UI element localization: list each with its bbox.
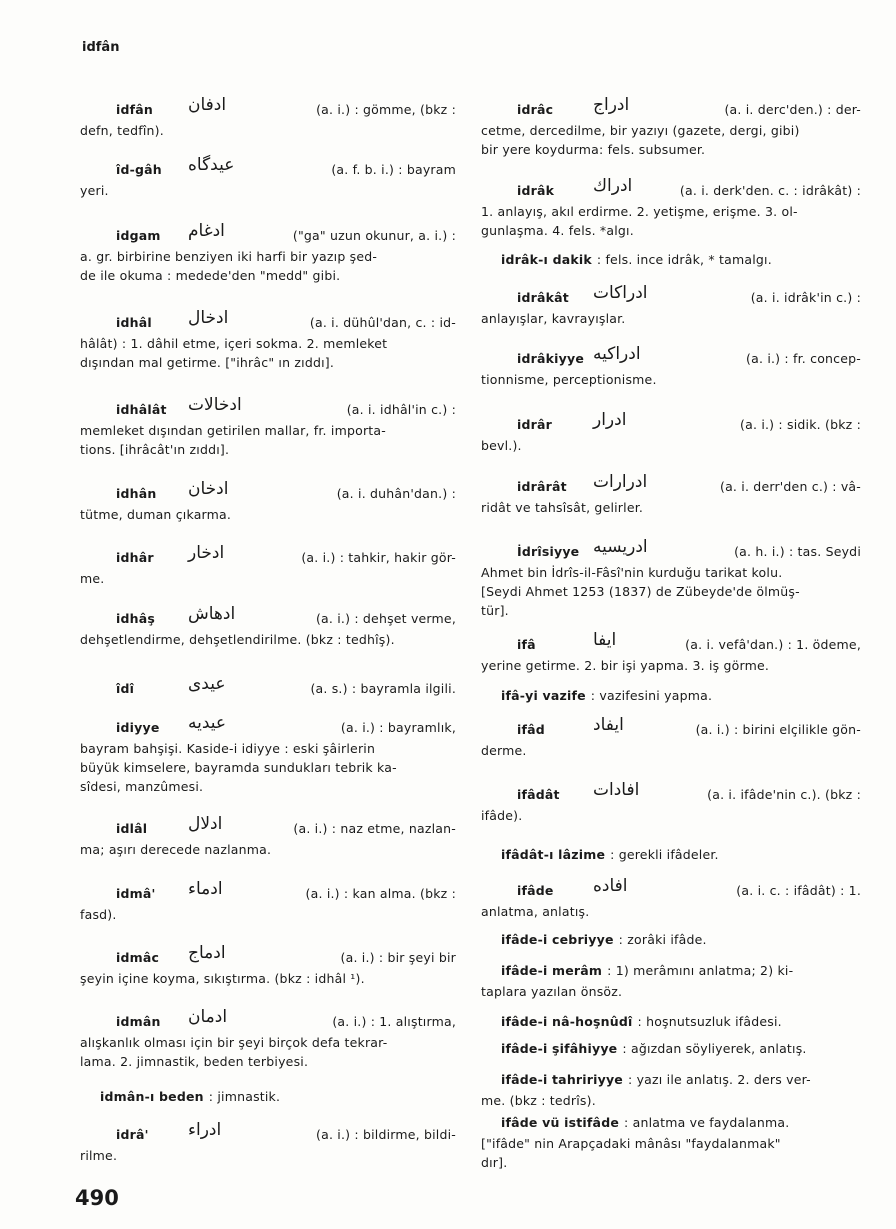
entry-definition-line: ifâde). bbox=[481, 808, 523, 823]
entry-headword: idlâl bbox=[116, 821, 148, 836]
entry-headword: idhâlât bbox=[116, 402, 167, 417]
entry-headword: îd-gâh bbox=[116, 162, 162, 177]
entry-headword: ifâde-i tahririyye bbox=[501, 1072, 623, 1087]
entry-definition-start: (a. i.) : bir şeyi bir bbox=[340, 950, 456, 965]
entry-definition-start: (a. h. i.) : tas. Seydi bbox=[734, 544, 861, 559]
entry-definition-line: de ile okuma : medede'den "medd" gibi. bbox=[80, 268, 341, 283]
entry-definition-start: (a. i. derk'den. c. : idrâkât) : bbox=[679, 183, 861, 198]
entry-arabic-script: افادات bbox=[593, 780, 640, 800]
entry-definition-line: tionnisme, perceptionisme. bbox=[481, 372, 657, 387]
entry-headword: idrâkiyye bbox=[517, 351, 585, 366]
entry-definition-line: anlayışlar, kavrayışlar. bbox=[481, 311, 626, 326]
entry-arabic-script: ادخار bbox=[188, 543, 225, 563]
entry-arabic-script: ادخال bbox=[188, 308, 229, 328]
entry-headword: ifâde-i cebriyye bbox=[501, 932, 614, 947]
entry-definition-start: (a. i. idhâl'in c.) : bbox=[346, 402, 456, 417]
entry-arabic-script: ايفاد bbox=[593, 715, 624, 735]
entry-definition-line: bevl.). bbox=[481, 438, 522, 453]
entry-definition-line: defn, tedfîn). bbox=[80, 123, 164, 138]
entry-headword: idrâkât bbox=[517, 290, 569, 305]
entry-arabic-script: افاده bbox=[593, 876, 628, 896]
subentry-definition: : hoşnutsuzluk ifâdesi. bbox=[637, 1014, 782, 1029]
entry-definition-start: ("ga" uzun okunur, a. i.) : bbox=[292, 228, 456, 243]
entry-headword: ifâ-yi vazife bbox=[501, 688, 586, 703]
entry-headword: ifâde-i merâm bbox=[501, 963, 603, 978]
entry-headword: idrâk bbox=[517, 183, 555, 198]
entry-headword: ifâde-i nâ-hoşnûdî bbox=[501, 1014, 633, 1029]
entry-arabic-script: عيديه bbox=[188, 713, 227, 733]
entry-definition-start: (a. i.) : kan alma. (bkz : bbox=[305, 886, 456, 901]
entry-definition-line: dehşetlendirme, dehşetlendirilme. (bkz : tedhîş). bbox=[80, 632, 395, 647]
entry-definition-start: (a. i. ifâde'nin c.). (bkz : bbox=[707, 787, 861, 802]
entry-definition-line: dışından mal getirme. ["ihrâc" ın zıddı]. bbox=[80, 355, 335, 370]
entry-definition-line: gunlaşma. 4. fels. *algı. bbox=[481, 223, 634, 238]
entry-headword: idfân bbox=[116, 102, 154, 117]
entry-definition-line: lama. 2. jimnastik, beden terbiyesi. bbox=[80, 1054, 309, 1069]
entry-headword: idiyye bbox=[116, 720, 160, 735]
entry-headword: ifâde-i şifâhiyye bbox=[501, 1041, 618, 1056]
entry-definition-start: (a. i. duhân'dan.) : bbox=[336, 486, 456, 501]
entry-arabic-script: ادهاش bbox=[188, 604, 236, 624]
entry-arabic-script: ادغام bbox=[188, 221, 225, 241]
entry-arabic-script: ادخالات bbox=[188, 395, 242, 415]
entry-arabic-script: عيدگاه bbox=[188, 155, 235, 175]
entry-definition-start: (a. i.) : tahkir, hakir gör- bbox=[301, 550, 456, 565]
entry-definition-start: (a. s.) : bayramla ilgili. bbox=[310, 681, 456, 696]
entry-definition-line: hâlât) : 1. dâhil etme, içeri sokma. 2. memleket bbox=[80, 336, 388, 351]
entry-definition-line: yeri. bbox=[80, 183, 109, 198]
entry-headword: idrâc bbox=[517, 102, 554, 117]
entry-arabic-script: ادراكات bbox=[593, 283, 648, 303]
subentry-definition: : yazı ile anlatış. 2. ders ver- bbox=[628, 1072, 811, 1087]
entry-definition-line: tütme, duman çıkarma. bbox=[80, 507, 232, 522]
entry-headword: idrâk-ı dakik bbox=[501, 252, 592, 267]
entry-definition-start: (a. i. derr'den c.) : vâ- bbox=[720, 479, 861, 494]
subentry-definition: : jimnastik. bbox=[208, 1089, 281, 1104]
entry-arabic-script: ادماء bbox=[188, 879, 223, 899]
entry-arabic-script: ايفا bbox=[593, 630, 617, 650]
entry-definition-line: [Seydi Ahmet 1253 (1837) de Zübeyde'de ölmüş- bbox=[481, 584, 800, 599]
subentry-definition: : ağızdan söyliyerek, anlatış. bbox=[622, 1041, 807, 1056]
entry-arabic-script: ادمان bbox=[188, 1007, 228, 1027]
entry-arabic-script: ادراء bbox=[188, 1120, 222, 1140]
entry-headword: idrârât bbox=[517, 479, 567, 494]
entry-headword: idrâ' bbox=[116, 1127, 149, 1142]
subentry-definition: : fels. ince idrâk, * tamalgı. bbox=[596, 252, 772, 267]
entry-definition-line: sîdesi, manzûmesi. bbox=[80, 779, 204, 794]
entry-arabic-script: ادماج bbox=[188, 943, 226, 963]
entry-definition-line: dır]. bbox=[481, 1155, 508, 1170]
entry-headword: İdrîsiyye bbox=[517, 544, 580, 559]
entry-headword: idhân bbox=[116, 486, 157, 501]
entry-definition-start: (a. i.) : sidik. (bkz : bbox=[740, 417, 861, 432]
entry-definition-line: me. (bkz : tedrîs). bbox=[481, 1093, 596, 1108]
entry-definition-start: (a. i.) : gömme, (bkz : bbox=[316, 102, 456, 117]
guide-word: idfân bbox=[82, 40, 120, 55]
entry-definition-line: büyük kimselere, bayramda sundukları tebrik ka- bbox=[80, 760, 397, 775]
entry-definition-start: (a. i.) : naz etme, nazlan- bbox=[293, 821, 456, 836]
entry-definition-start: (a. i. dühûl'dan, c. : id- bbox=[309, 315, 456, 330]
entry-headword: idmân-ı beden bbox=[100, 1089, 204, 1104]
entry-definition-start: (a. i. derc'den.) : der- bbox=[724, 102, 861, 117]
entry-definition-line: taplara yazılan önsöz. bbox=[481, 984, 623, 999]
entry-definition-line: 1. anlayış, akıl erdirme. 2. yetişme, erişme. 3. ol- bbox=[481, 204, 798, 219]
entry-definition-line: derme. bbox=[481, 743, 527, 758]
entry-definition-line: tions. [ihrâcât'ın zıddı]. bbox=[80, 442, 230, 457]
entry-arabic-script: ادخان bbox=[188, 479, 229, 499]
entry-definition-start: (a. i. vefâ'dan.) : 1. ödeme, bbox=[685, 637, 861, 652]
entry-definition-start: (a. i.) : bildirme, bildi- bbox=[316, 1127, 456, 1142]
entry-definition-start: (a. i.) : dehşet verme, bbox=[315, 611, 456, 626]
subentry-definition: : 1) merâmını anlatma; 2) ki- bbox=[607, 963, 794, 978]
entry-definition-line: fasd). bbox=[80, 907, 117, 922]
entry-arabic-script: ادلال bbox=[188, 814, 223, 834]
entry-definition-line: Ahmet bin İdrîs-il-Fâsî'nin kurduğu tarikat kolu. bbox=[481, 565, 783, 580]
entry-headword: îdî bbox=[116, 681, 135, 696]
entry-definition-line: cetme, dercedilme, bir yazıyı (gazete, dergi, gibi) bbox=[481, 123, 800, 138]
entry-headword: idhâş bbox=[116, 611, 156, 626]
entry-definition-line: a. gr. birbirine benziyen iki harfi bir yazıp şed- bbox=[80, 249, 378, 264]
entry-headword: idhâr bbox=[116, 550, 154, 565]
entry-headword: idmâ' bbox=[116, 886, 156, 901]
entry-arabic-script: عيدى bbox=[188, 674, 226, 694]
entry-definition-line: bayram bahşişi. Kaside-i idiyye : eski şâirlerin bbox=[80, 741, 376, 756]
entry-definition-line: rilme. bbox=[80, 1148, 118, 1163]
entry-definition-line: bir yere koydurma: fels. subsumer. bbox=[481, 142, 706, 157]
subentry-definition: : zorâki ifâde. bbox=[618, 932, 707, 947]
entry-definition-start: (a. f. b. i.) : bayram bbox=[331, 162, 456, 177]
entry-arabic-script: ادفان bbox=[188, 95, 227, 115]
entry-definition-line: tür]. bbox=[481, 603, 509, 618]
entry-definition-line: ["ifâde" nin Arapçadaki mânâsı "faydalanmak" bbox=[481, 1136, 781, 1151]
entry-headword: idrâr bbox=[517, 417, 552, 432]
entry-definition-line: anlatma, anlatış. bbox=[481, 904, 590, 919]
entry-definition-line: memleket dışından getirilen mallar, fr. importa- bbox=[80, 423, 386, 438]
entry-definition-line: alışkanlık olması için bir şeyi birçok defa tekrar- bbox=[80, 1035, 388, 1050]
entry-definition-line: ma; aşırı derecede nazlanma. bbox=[80, 842, 272, 857]
entry-definition-start: (a. i. c. : ifâdât) : 1. bbox=[736, 883, 861, 898]
entry-headword: ifâde vü istifâde bbox=[501, 1115, 620, 1130]
subentry-definition: : gerekli ifâdeler. bbox=[610, 847, 719, 862]
subentry-definition: : anlatma ve faydalanma. bbox=[624, 1115, 790, 1130]
entry-headword: ifâd bbox=[517, 722, 545, 737]
entry-headword: ifâdât bbox=[517, 787, 560, 802]
entry-arabic-script: ادرارات bbox=[593, 472, 648, 492]
entry-definition-start: (a. i.) : 1. alıştırma, bbox=[332, 1014, 456, 1029]
entry-arabic-script: ادراج bbox=[593, 95, 630, 115]
entry-headword: ifâde bbox=[517, 883, 554, 898]
entry-arabic-script: ادراكيه bbox=[593, 344, 641, 364]
entry-headword: ifâ bbox=[517, 637, 536, 652]
entry-headword: idmâc bbox=[116, 950, 160, 965]
page-number: 490 bbox=[75, 1186, 119, 1210]
entry-headword: idgam bbox=[116, 228, 161, 243]
entry-definition-start: (a. i. idrâk'in c.) : bbox=[750, 290, 861, 305]
entry-definition-line: şeyin içine koyma, sıkıştırma. (bkz : idhâl ¹). bbox=[80, 971, 365, 986]
entry-arabic-script: ادرار bbox=[593, 410, 627, 430]
entry-headword: idmân bbox=[116, 1014, 161, 1029]
entry-definition-line: ridât ve tahsîsât, gelirler. bbox=[481, 500, 644, 515]
entry-arabic-script: ادريسيه bbox=[593, 537, 648, 557]
entry-headword: ifâdât-ı lâzime bbox=[501, 847, 606, 862]
entry-arabic-script: ادراك bbox=[593, 176, 633, 196]
entry-definition-start: (a. i.) : fr. concep- bbox=[746, 351, 861, 366]
entry-definition-start: (a. i.) : bayramlık, bbox=[340, 720, 456, 735]
entry-definition-line: yerine getirme. 2. bir işi yapma. 3. iş görme. bbox=[481, 658, 770, 673]
entry-headword: idhâl bbox=[116, 315, 152, 330]
entry-definition-line: me. bbox=[80, 571, 105, 586]
subentry-definition: : vazifesini yapma. bbox=[590, 688, 713, 703]
entry-definition-start: (a. i.) : birini elçilikle gön- bbox=[695, 722, 861, 737]
